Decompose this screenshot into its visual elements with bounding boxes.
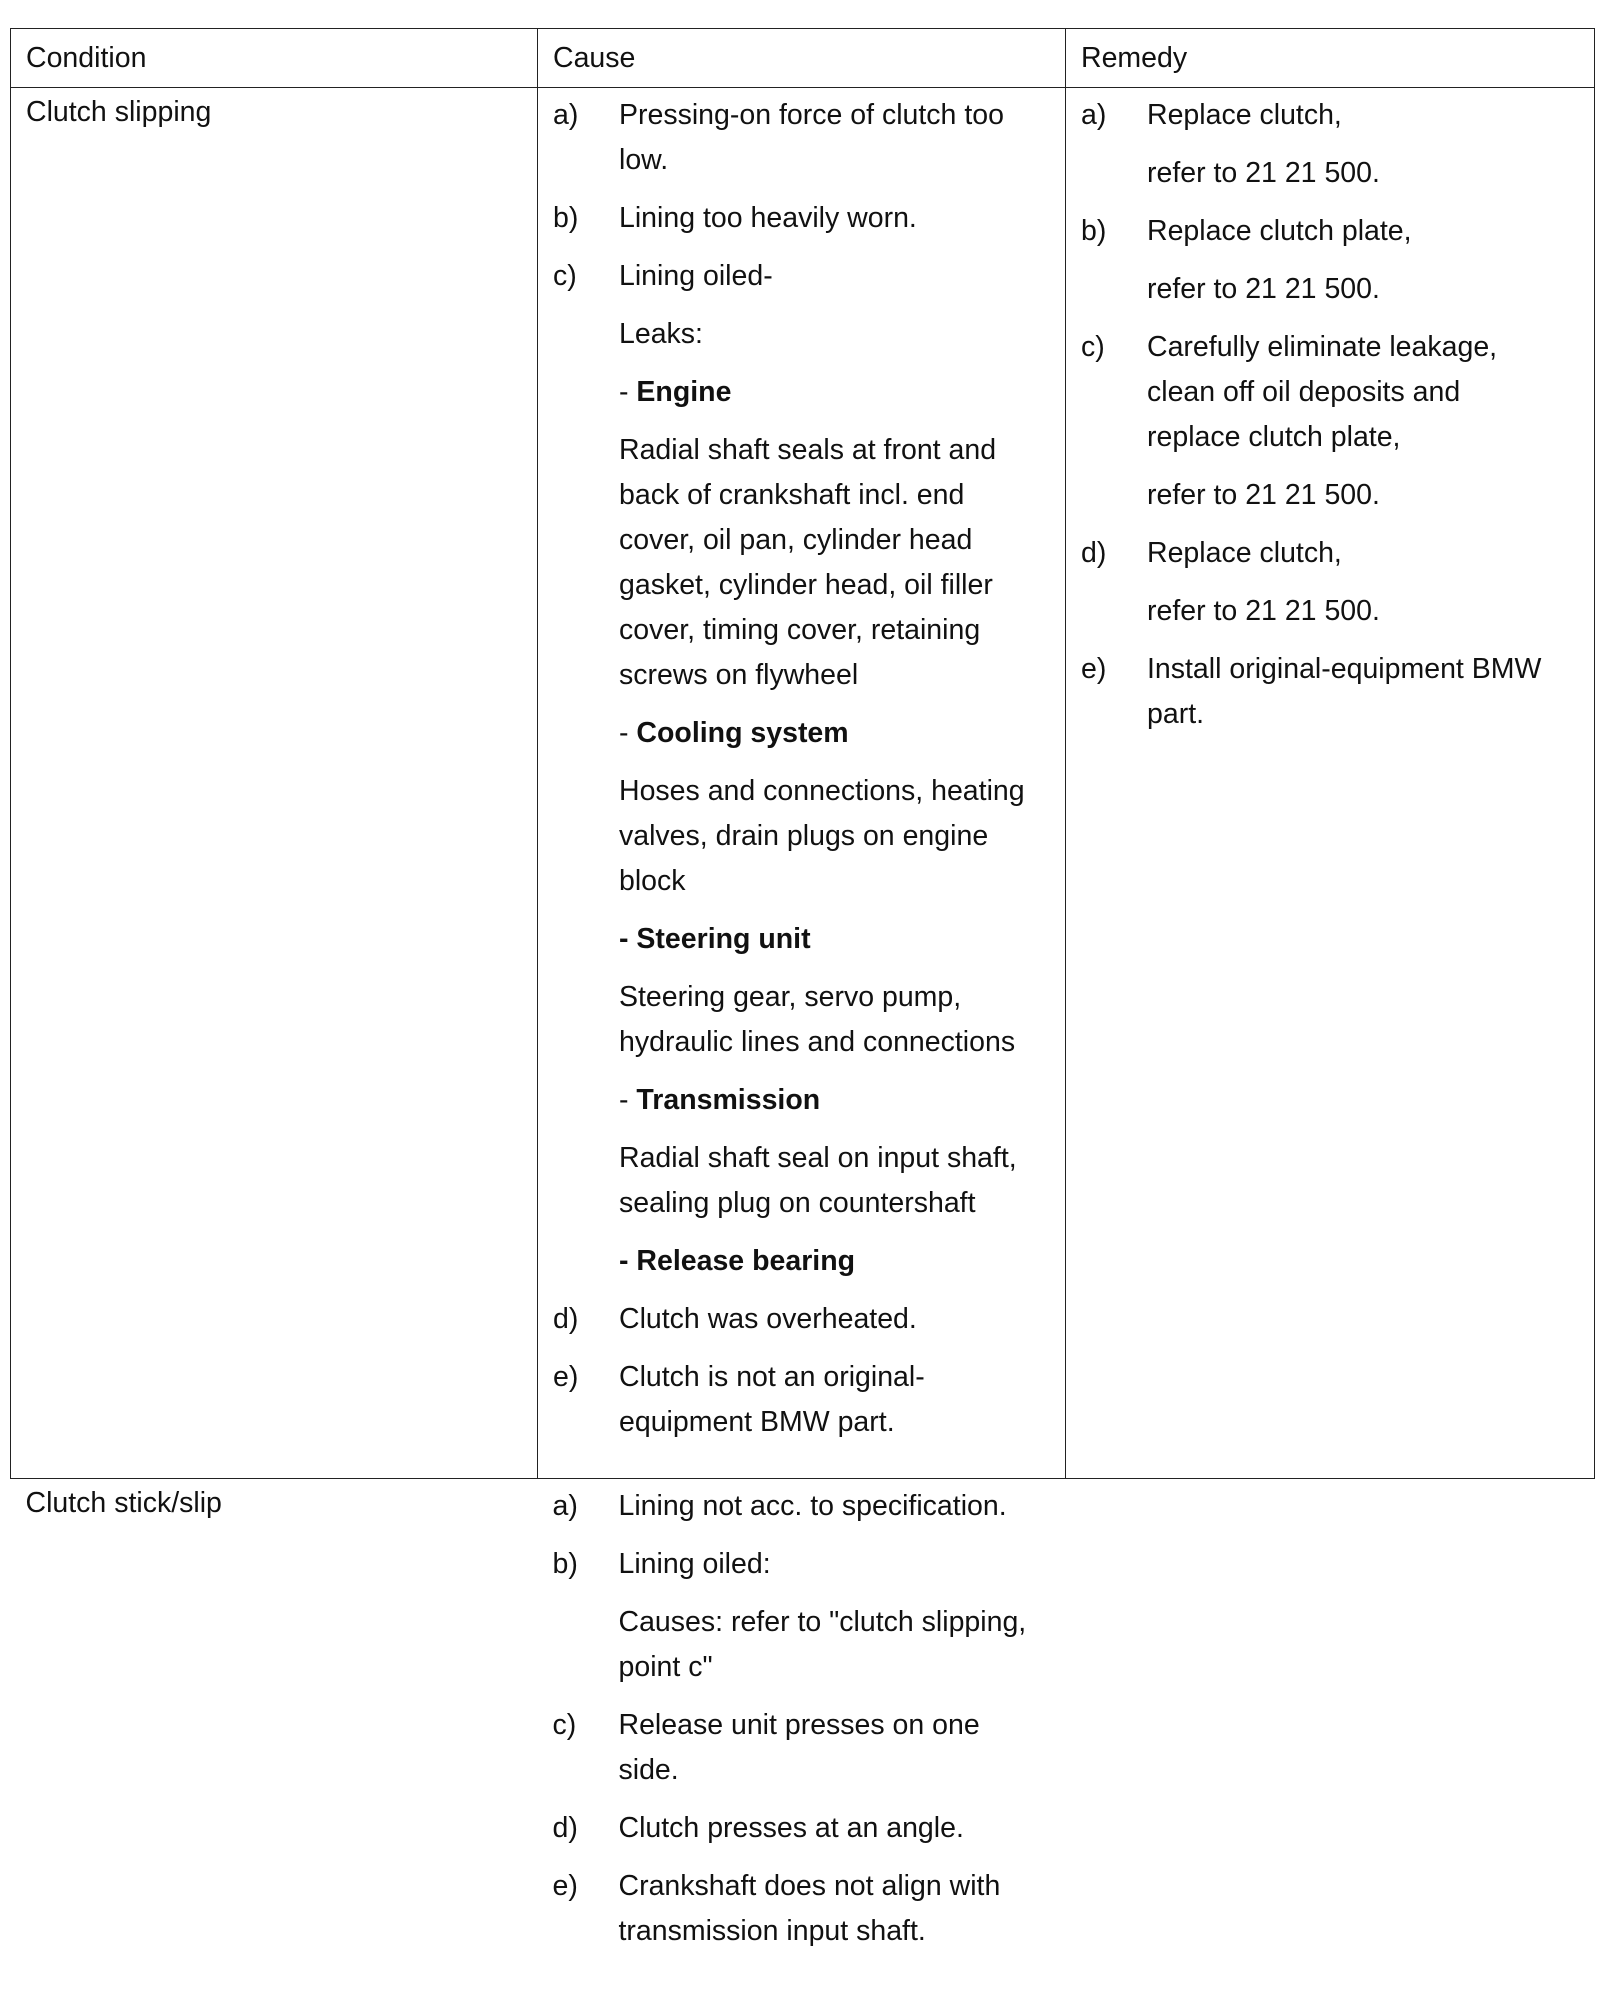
item-label: b): [553, 202, 579, 234]
remedy-cell: [1066, 88, 1595, 1479]
leak-group-name: - Release bearing: [619, 1245, 856, 1277]
list-item: [553, 1542, 1056, 1587]
table-row-clutch-slipping: [11, 88, 1595, 1479]
header-remedy: Remedy: [1066, 29, 1595, 88]
item-label: d): [552, 1812, 578, 1844]
item-text: [619, 1864, 1056, 1954]
cause-list: [553, 93, 1055, 299]
item-line: Install original-equipment BMW: [1147, 653, 1542, 685]
remedy-reference: refer to 21 21 500.: [1147, 273, 1380, 305]
list-item: [553, 1484, 1056, 1529]
condition-text: Clutch stick/slip: [25, 1487, 222, 1519]
item-label: b): [552, 1548, 578, 1580]
list-item: [1081, 93, 1584, 138]
leak-group-title: [619, 917, 1055, 962]
desc-line: hydraulic lines and connections: [619, 1026, 1016, 1058]
item-label: c): [1081, 331, 1105, 363]
remedy-item: [1081, 209, 1584, 312]
list-item: [553, 1355, 1055, 1445]
list-item: [1081, 531, 1584, 576]
item-label: e): [553, 1361, 579, 1393]
item-text: [1147, 209, 1584, 254]
item-label: c): [553, 260, 577, 292]
item-label: d): [1081, 537, 1107, 569]
item-text: [1147, 531, 1584, 576]
desc-line: back of crankshaft incl. end: [619, 479, 965, 511]
desc-line: valves, drain plugs on engine: [619, 820, 989, 852]
desc-line: Steering gear, servo pump,: [619, 981, 962, 1013]
list-item: [553, 93, 1055, 183]
item-label: a): [552, 1490, 578, 1522]
leaks-label: Leaks:: [619, 318, 703, 350]
list-item: [553, 1806, 1056, 1851]
header-condition: Condition: [11, 29, 538, 88]
item-line: Lining not acc. to specification.: [618, 1490, 1007, 1522]
item-line: transmission input shaft.: [618, 1915, 926, 1947]
item-label: b): [1081, 215, 1107, 247]
remedy-reference: refer to 21 21 500.: [1147, 479, 1380, 511]
item-line: clean off oil deposits and: [1147, 376, 1461, 408]
cause-list: [553, 1484, 1056, 1954]
remedy-item: [1081, 325, 1584, 518]
desc-line: screws on flywheel: [619, 659, 859, 691]
list-item: [553, 1297, 1055, 1342]
item-line: replace clutch plate,: [1147, 421, 1401, 453]
desc-line: Radial shaft seals at front and: [619, 434, 997, 466]
item-text: [619, 1542, 1056, 1587]
leak-group-name: Transmission: [636, 1084, 821, 1116]
item-text: [619, 93, 1055, 183]
item-line: equipment BMW part.: [619, 1406, 895, 1438]
desc-line: sealing plug on countershaft: [619, 1187, 976, 1219]
item-text: [619, 1806, 1056, 1851]
item-line: Clutch presses at an angle.: [618, 1812, 964, 1844]
note-line: Causes: refer to "clutch slipping,: [618, 1606, 1027, 1638]
item-line: Replace clutch,: [1147, 537, 1342, 569]
leak-group-title: - Cooling system: [619, 717, 849, 749]
note-line: point c": [618, 1651, 713, 1683]
item-text: [619, 254, 1055, 299]
list-item: [1081, 647, 1584, 737]
cause-cell: [538, 88, 1066, 1479]
cause-cell: [538, 1479, 1066, 1988]
desc-line: cover, timing cover, retaining: [619, 614, 981, 646]
remedy-list: [1081, 93, 1584, 737]
header-cause: Cause: [538, 29, 1066, 88]
item-text: [619, 1297, 1055, 1342]
diagnosis-table: [10, 28, 1595, 1987]
list-item: [1081, 209, 1584, 254]
item-line: Replace clutch,: [1147, 99, 1342, 131]
leak-group-description: [619, 769, 1055, 904]
leak-group-description: [619, 975, 1055, 1065]
item-text: [1147, 325, 1584, 460]
remedy-item: [1081, 93, 1584, 196]
item-text: [619, 1355, 1055, 1445]
desc-line: gasket, cylinder head, oil filler: [619, 569, 993, 601]
item-label: c): [552, 1709, 577, 1741]
condition-cell: [11, 1479, 538, 1988]
item-line: Clutch is not an original-: [619, 1361, 925, 1393]
remedy-reference: refer to 21 21 500.: [1147, 157, 1380, 189]
leak-group-description: [619, 428, 1055, 698]
remedy-reference: refer to 21 21 500.: [1147, 595, 1380, 627]
item-label: a): [1081, 99, 1107, 131]
leak-groups: [553, 370, 1055, 1284]
desc-line: block: [619, 865, 686, 897]
item-text: [619, 1703, 1056, 1793]
item-line: Pressing-on force of clutch too: [619, 99, 1004, 131]
item-line: Lining oiled-: [619, 260, 773, 292]
item-line: part.: [1147, 698, 1205, 730]
remedy-cell-empty: [1066, 1479, 1595, 1988]
item-text: [1147, 93, 1584, 138]
condition-text: Clutch slipping: [26, 96, 212, 128]
item-line: Crankshaft does not align with: [618, 1870, 1001, 1902]
header-row: [11, 29, 1595, 88]
remedy-item: [1081, 531, 1584, 634]
item-line: Lining too heavily worn.: [619, 202, 917, 234]
leak-group-title: - Transmission: [619, 1084, 821, 1116]
item-label: d): [553, 1303, 579, 1335]
item-line: side.: [618, 1754, 679, 1786]
item-note: [619, 1600, 1056, 1690]
item-label: e): [552, 1870, 578, 1902]
desc-line: Radial shaft seal on input shaft,: [619, 1142, 1017, 1174]
item-line: Replace clutch plate,: [1147, 215, 1412, 247]
item-line: Release unit presses on one: [618, 1709, 980, 1741]
leak-group-title: - Engine: [619, 376, 732, 408]
leak-group-name: Cooling system: [636, 717, 849, 749]
item-text: [1147, 647, 1584, 737]
item-label: a): [553, 99, 579, 131]
list-item: [553, 196, 1055, 241]
leak-group-name: Engine: [636, 376, 732, 408]
item-text: [619, 196, 1055, 241]
leak-group-description: [619, 1136, 1055, 1226]
table-row-clutch-stick-slip: [11, 1479, 1595, 1988]
list-item: [553, 254, 1055, 299]
desc-line: Hoses and connections, heating: [619, 775, 1025, 807]
list-item: [553, 1703, 1056, 1793]
cause-list-after: [553, 1297, 1055, 1445]
item-label: e): [1081, 653, 1107, 685]
item-text: [619, 1484, 1056, 1529]
list-item: [1081, 325, 1584, 460]
item-line: Carefully eliminate leakage,: [1147, 331, 1498, 363]
remedy-item: [1081, 647, 1584, 737]
item-line: Clutch was overheated.: [619, 1303, 917, 1335]
desc-line: cover, oil pan, cylinder head: [619, 524, 973, 556]
list-item: [553, 1864, 1056, 1954]
leak-group-name: - Steering unit: [619, 923, 811, 955]
condition-cell: [11, 88, 538, 1479]
item-line: low.: [619, 144, 669, 176]
leak-group-title: [619, 1239, 1055, 1284]
item-line: Lining oiled:: [618, 1548, 771, 1580]
